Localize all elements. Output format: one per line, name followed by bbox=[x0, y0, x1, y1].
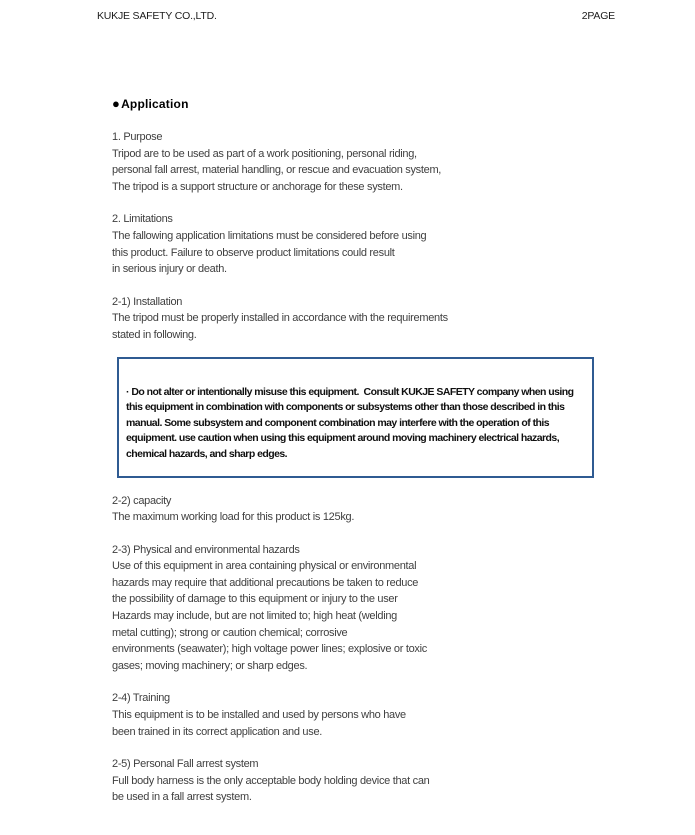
section-heading: 2-3) Physical and environmental hazards bbox=[112, 543, 300, 556]
text-line: metal cutting); strong or caution chemical; corrosive bbox=[112, 626, 348, 639]
section-fall-arrest bbox=[112, 756, 612, 806]
section-limitations bbox=[112, 211, 612, 277]
text-line: The tripod must be properly installed in accordance with the requirements bbox=[112, 312, 448, 325]
document-body bbox=[112, 96, 612, 822]
warning-text-line: chemical hazards, and sharp edges. bbox=[126, 447, 288, 460]
text-line: hazards may require that additional precautions be taken to reduce bbox=[112, 576, 419, 589]
warning-text-line: equipment. use caution when using this equipment around moving machinery electrical hazards, bbox=[126, 432, 560, 445]
text-line: Use of this equipment in area containing physical or environmental bbox=[112, 560, 417, 573]
section-heading: 2-5) Personal Fall arrest system bbox=[112, 758, 259, 771]
text-line: the possibility of damage to this equipment or injury to the user bbox=[112, 593, 398, 606]
text-line: be used in a fall arrest system. bbox=[112, 791, 252, 804]
text-line: environments (seawater); high voltage power lines; explosive or toxic bbox=[112, 643, 427, 656]
page-number: 2PAGE bbox=[581, 10, 615, 22]
text-line: The fallowing application limitations must be considered before using bbox=[112, 229, 427, 242]
text-line: personal fall arrest, material handling, or rescue and evacuation system, bbox=[112, 164, 442, 177]
text-line: The tripod is a support structure or anchorage for these system. bbox=[112, 180, 403, 193]
text-line: this product. Failure to observe product limitations could result bbox=[112, 246, 395, 259]
text-line: stated in following. bbox=[112, 328, 197, 341]
section-training bbox=[112, 690, 612, 740]
section-purpose bbox=[112, 129, 612, 195]
section-heading: 1. Purpose bbox=[112, 131, 163, 143]
text-line: gases; moving machinery; or sharp edges. bbox=[112, 659, 308, 672]
warning-text-line: this equipment in combination with components or subsystems other than those described in this bbox=[126, 401, 565, 414]
page-header bbox=[97, 10, 615, 22]
warning-text-line: manual. Some subsystem and component combination may interfere with the operation of this bbox=[126, 416, 550, 429]
text-line: This equipment is to be installed and used by persons who have bbox=[112, 709, 406, 722]
page-title-text: Application bbox=[121, 96, 189, 111]
page-title bbox=[112, 96, 612, 111]
section-heading: 2. Limitations bbox=[112, 213, 173, 226]
text-line: Full body harness is the only acceptable body holding device that can bbox=[112, 774, 430, 787]
text-line: Hazards may include, but are not limited to; high heat (welding bbox=[112, 610, 397, 623]
section-capacity bbox=[112, 493, 612, 526]
text-line: in serious injury or death. bbox=[112, 263, 227, 276]
warning-box bbox=[117, 357, 594, 478]
section-heading: 2-1) Installation bbox=[112, 295, 183, 308]
text-line: Tripod are to be used as part of a work positioning, personal riding, bbox=[112, 147, 417, 160]
section-heading: 2-2) capacity bbox=[112, 494, 172, 507]
section-installation bbox=[112, 294, 612, 344]
text-line: The maximum working load for this product is 125kg. bbox=[112, 511, 355, 524]
section-physical-hazards bbox=[112, 542, 612, 675]
section-heading: 2-4) Training bbox=[112, 692, 170, 705]
text-line: been trained in its correct application and use. bbox=[112, 725, 323, 738]
company-name: KUKJE SAFETY CO.,LTD. bbox=[97, 10, 217, 22]
warning-text-line: · Do not alter or intentionally misuse this equipment. Consult KUKJE SAFETY company when using bbox=[126, 385, 574, 398]
bullet-icon: ● bbox=[112, 96, 121, 111]
